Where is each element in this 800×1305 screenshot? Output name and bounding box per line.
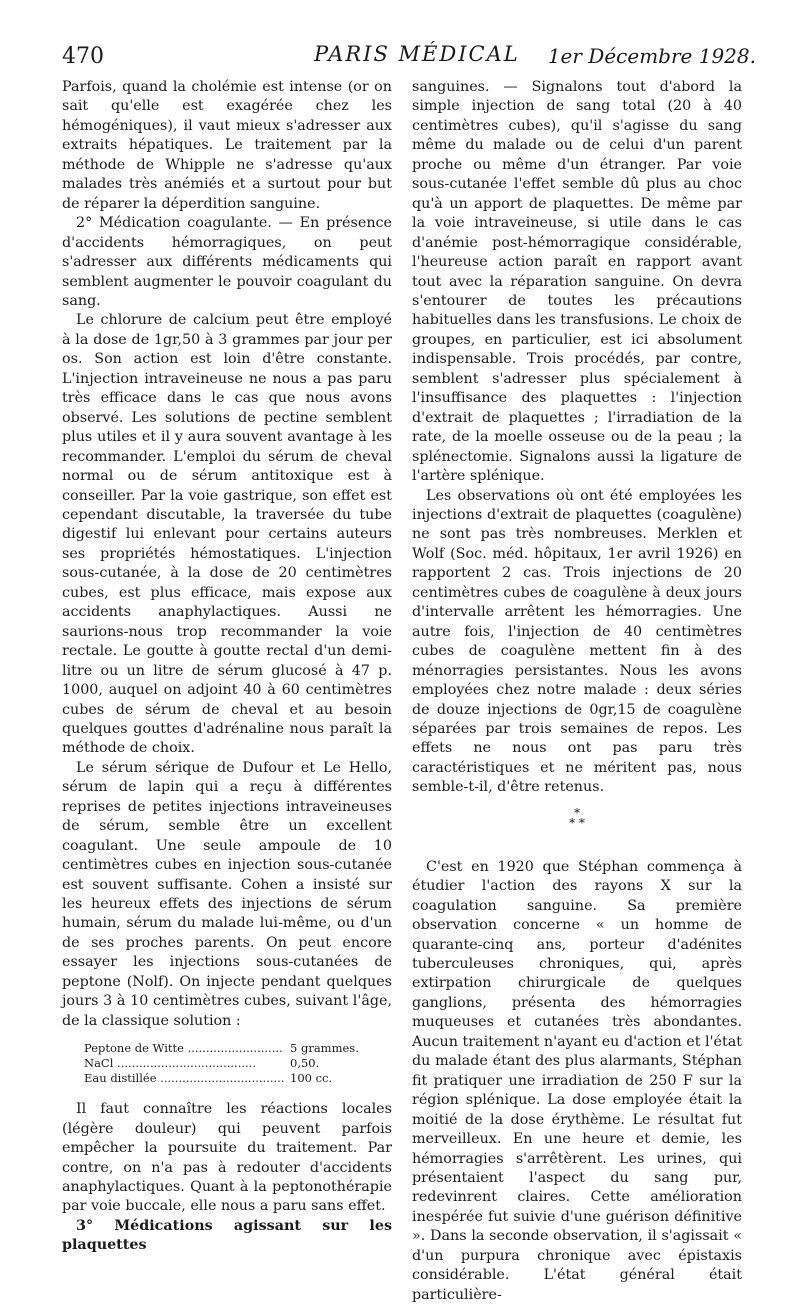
paragraph: Il faut connaître les réactions locales (légère douleur) qui peuvent parfois empêcher la poursuite du traitement. Par contre, on n'a pas à redouter d'accidents anaphylactiques. Quant à la peptonothérapie par voie buccale, elle nous a paru sans effet. xyxy=(62,1101,392,1215)
paragraph: 2° Médication coagulante. — En présence d'accidents hémorragiques, on peut s'adresser aux différents médicaments qui semblent augmenter le pouvoir coagulant du sang. xyxy=(62,215,392,309)
journal-title: PARIS MÉDICAL xyxy=(314,42,520,66)
recipe-quantity: 0,50. xyxy=(290,1056,320,1071)
recipe-ingredient: NaCl ..... xyxy=(84,1056,284,1071)
right-column xyxy=(412,78,742,1305)
paragraph: C'est en 1920 que Stéphan commença à étudier l'action des rayons X sur la coagulation sanguine. Sa première observation concerne « un homme de quarante-cinq ans, porteur d'adénites tuberculeuses chroniques, qui, après extirpation chirurgicale de quelques ganglions, présenta des hémorragies muqueuses et cutanées très abondantes. Aucun traitement n'ayant eu d'action et l'état du malade étant des plus alarmants, Stéphan fit pratiquer une irradiation de 250 F sur la région splénique. La dose employée était la moitié de la dose érythème. Le résultat fut merveilleux. En une heure et demie, les hémorragies s'arrêtèrent. Les urines, qui présentaient l'aspect du sang pur, redevinrent claires. Cette amélioration inespérée fut suivie d'une guérison définitive ». Dans la seconde observation, il s'agissait « d'un purpura chronique avec épistaxis considérable. L'état général était particulière- xyxy=(412,858,742,1303)
paragraph: Le chlorure de calcium peut être employé à la dose de 1gr,50 à 3 grammes par jour per os. Son action est loin d'être constante. L'injection intraveineuse ne nous a pas paru très efficace dans le cas que nous avons observé. Les solutions de pectine semblent plus utiles et il y aura souvent avantage à les recommander. L'emploi du sérum de cheval normal ou de sérum antitoxique est à conseiller. Par la voie gastrique, son effet est cependant discutable, la traversée du tube digestif lui enlevant pour certains auteurs ses propriétés hémostatiques. L'injection sous-cutanée, à la dose de 20 centimètres cubes, est plus efficace, mais expose aux accidents anaphylactiques. Aussi ne saurions-nous trop recommander la voie rectale. Le goutte à goutte rectal d'un demi-litre ou un litre de sérum glucosé à 47 p. 1000, auquel on adjoint 40 à 60 centimètres cubes de sérum de cheval et au besoin quelques gouttes d'adrénaline nous paraît la méthode de choix. xyxy=(62,312,392,757)
recipe-row xyxy=(84,1071,392,1086)
running-header xyxy=(62,38,764,74)
recipe-table xyxy=(84,1041,392,1086)
paragraph: Parfois, quand la cholémie est intense (or on sait qu'elle est exagérée chez les hémogéniques), il vaut mieux s'adresser aux extraits hépatiques. Le traitement par la méthode de Whipple ne s'adresse qu'aux malades très anémiés et a surtout pour but de réparer la déperdition sanguine. xyxy=(62,79,392,212)
text-columns xyxy=(62,78,764,1305)
section-heading: 3° Médications agissant sur les plaquettes xyxy=(62,1217,392,1254)
paragraph: sanguines. — Signalons tout d'abord la simple injection de sang total (20 à 40 centimètres cubes), qu'il s'agisse du sang même du malade ou de celui d'un parent proche ou même d'un étranger. Par voie sous-cutanée l'effet semble dû plus au choc qu'à un apport de plaquettes. De même par la voie intraveineuse, si utile dans le cas d'anémie post-hémorragique considérable, l'heureuse action paraît en rapport avant tout avec la réparation sanguine. On devra s'entourer de toutes les précautions habituelles dans les transfusions. Le choix de groupes, en particulier, est ici absolument indispensable. Trois procédés, par contre, semblent s'adresser plus spécialement à l'insuffisance des plaquettes : l'injection d'extrait de plaquettes ; l'irradiation de la rate, de la moelle osseuse ou de la peau ; la splénectomie. Signalons aussi la ligature de l'artère splénique. xyxy=(412,79,742,485)
recipe-ingredient: Peptone de Witte ..... xyxy=(84,1041,284,1056)
recipe-quantity: 100 cc. xyxy=(290,1071,333,1086)
left-column xyxy=(62,78,392,1305)
recipe-quantity: 5 grammes. xyxy=(290,1041,359,1056)
paragraph: Les observations où ont été employées les injections d'extrait de plaquettes (coagulène) ne sont pas très nombreuses. Merklen et Wolf (Soc. méd. hôpitaux, 1er avril 1926) en rapportent 2 cas. Trois injections de 20 centimètres cubes de coagulène à deux jours d'intervalle arrêtent les hémorragies. Une autre fois, l'injection de 40 centimètres cubes de coagulène mettent fin à des ménorragies persistantes. Nous les avons employées chez notre malade : deux séries de douze injections de 0gr,15 de coagulène séparées par trois semaines de repos. Les effets ne nous ont pas paru très caractéristiques et ne méritent pas, nous semble-t-il, d'être retenus. xyxy=(412,487,742,796)
section-separator: * * * xyxy=(569,805,585,830)
issue-date: 1er Décembre 1928. xyxy=(547,44,756,68)
page-number: 470 xyxy=(62,44,104,69)
recipe-ingredient: Eau distillée ..... xyxy=(84,1071,284,1086)
recipe-row xyxy=(84,1056,392,1071)
recipe-row xyxy=(84,1041,392,1056)
paragraph: Le sérum sérique de Dufour et Le Hello, sérum de lapin qui a reçu à différentes reprises de petites injections intraveineuses de sérum, semble être un excellent coagulant. Une seule ampoule de 10 centimètres cubes en injection sous-cutanée est souvent suffisante. Cohen a insisté sur les heureux effets des injections de sérum humain, sérum du malade lui-même, ou d'un de ses proches parents. On peut encore essayer les injections sous-cutanées de peptone (Nolf). On injecte pendant quelques jours 3 à 10 centimètres cubes, suivant l'âge, de la classique solution : xyxy=(62,759,392,1029)
